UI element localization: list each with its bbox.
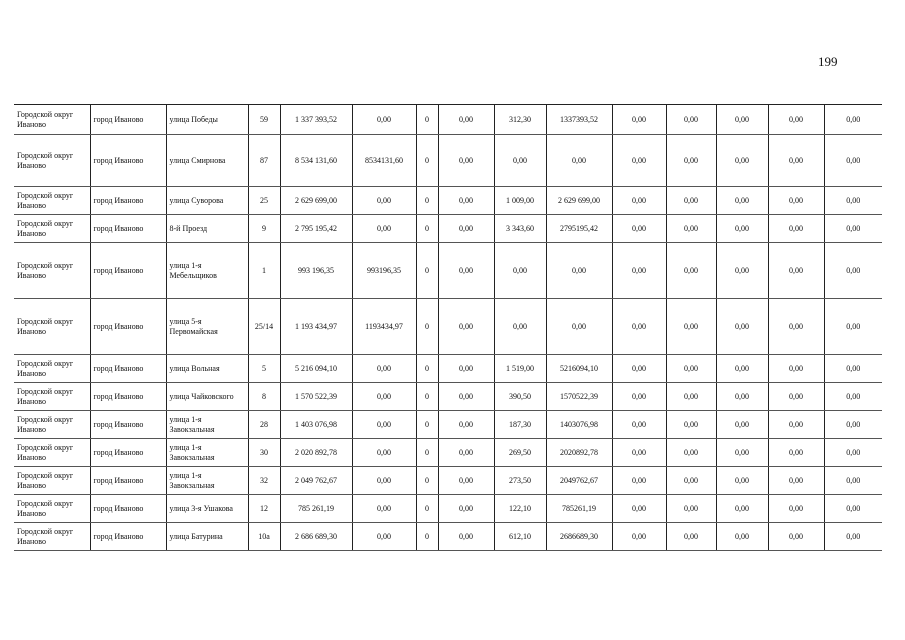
total-cost-cell: 2 629 699,00 [280,187,352,215]
cost-col-11-cell: 0,00 [612,439,666,467]
cost-col-13-cell: 0,00 [716,215,768,243]
street-cell: улица Вольная [166,355,248,383]
cost-col-6-cell: 0,00 [352,355,416,383]
cost-col-6-cell: 0,00 [352,187,416,215]
municipality-cell: Городской округ Иваново [14,105,90,135]
count-cell: 0 [416,135,438,187]
cost-col-10-cell: 0,00 [546,243,612,299]
settlement-cell: город Иваново [90,411,166,439]
municipality-cell: Городской округ Иваново [14,495,90,523]
total-cost-cell: 2 795 195,42 [280,215,352,243]
cost-col-14-cell: 0,00 [768,243,824,299]
cost-col-15-cell: 0,00 [824,243,882,299]
cost-col-15-cell: 0,00 [824,299,882,355]
settlement-cell: город Иваново [90,383,166,411]
count-cell: 0 [416,411,438,439]
total-cost-cell: 2 686 689,30 [280,523,352,551]
cost-col-11-cell: 0,00 [612,105,666,135]
settlement-cell: город Иваново [90,105,166,135]
area-cell: 1 009,00 [494,187,546,215]
house-number-cell: 25 [248,187,280,215]
municipality-cell: Городской округ Иваново [14,299,90,355]
table-row [14,215,882,243]
cost-col-15-cell: 0,00 [824,135,882,187]
total-cost-cell: 8 534 131,60 [280,135,352,187]
cost-col-14-cell: 0,00 [768,439,824,467]
cost-col-8-cell: 0,00 [438,135,494,187]
cost-col-11-cell: 0,00 [612,135,666,187]
cost-col-10-cell: 1337393,52 [546,105,612,135]
count-cell: 0 [416,105,438,135]
cost-col-11-cell: 0,00 [612,383,666,411]
cost-col-12-cell: 0,00 [666,383,716,411]
cost-col-13-cell: 0,00 [716,411,768,439]
settlement-cell: город Иваново [90,215,166,243]
cost-col-10-cell: 785261,19 [546,495,612,523]
cost-col-8-cell: 0,00 [438,523,494,551]
count-cell: 0 [416,243,438,299]
cost-col-12-cell: 0,00 [666,467,716,495]
total-cost-cell: 2 049 762,67 [280,467,352,495]
street-cell: улица Батурина [166,523,248,551]
municipality-cell: Городской округ Иваново [14,411,90,439]
cost-col-15-cell: 0,00 [824,355,882,383]
cost-col-12-cell: 0,00 [666,243,716,299]
house-number-cell: 59 [248,105,280,135]
total-cost-cell: 2 020 892,78 [280,439,352,467]
cost-col-10-cell: 0,00 [546,299,612,355]
settlement-cell: город Иваново [90,135,166,187]
area-cell: 1 519,00 [494,355,546,383]
settlement-cell: город Иваново [90,439,166,467]
table-row [14,187,882,215]
cost-col-6-cell: 0,00 [352,105,416,135]
street-cell: улица 1-я Завокзальная [166,467,248,495]
cost-col-12-cell: 0,00 [666,135,716,187]
cost-col-13-cell: 0,00 [716,439,768,467]
table-row [14,135,882,187]
page-number: 199 [818,54,838,69]
table-row [14,439,882,467]
table-row [14,495,882,523]
cost-col-8-cell: 0,00 [438,467,494,495]
cost-col-12-cell: 0,00 [666,355,716,383]
cost-col-13-cell: 0,00 [716,383,768,411]
count-cell: 0 [416,495,438,523]
street-cell: улица 5-я Первомайская [166,299,248,355]
settlement-cell: город Иваново [90,495,166,523]
cost-col-6-cell: 993196,35 [352,243,416,299]
municipality-cell: Городской округ Иваново [14,243,90,299]
cost-col-8-cell: 0,00 [438,105,494,135]
cost-col-13-cell: 0,00 [716,467,768,495]
total-cost-cell: 993 196,35 [280,243,352,299]
cost-col-8-cell: 0,00 [438,299,494,355]
cost-col-11-cell: 0,00 [612,523,666,551]
cost-col-14-cell: 0,00 [768,467,824,495]
cost-col-11-cell: 0,00 [612,411,666,439]
table-row [14,411,882,439]
cost-col-10-cell: 0,00 [546,135,612,187]
table-row [14,105,882,135]
street-cell: улица Смирнова [166,135,248,187]
cost-col-14-cell: 0,00 [768,495,824,523]
municipality-cell: Городской округ Иваново [14,135,90,187]
cost-col-10-cell: 2795195,42 [546,215,612,243]
cost-col-14-cell: 0,00 [768,135,824,187]
cost-col-12-cell: 0,00 [666,495,716,523]
cost-col-11-cell: 0,00 [612,495,666,523]
area-cell: 269,50 [494,439,546,467]
settlement-cell: город Иваново [90,243,166,299]
count-cell: 0 [416,523,438,551]
cost-col-8-cell: 0,00 [438,215,494,243]
street-cell: улица Чайковского [166,383,248,411]
cost-col-15-cell: 0,00 [824,467,882,495]
housing-repair-table [14,104,882,551]
cost-col-10-cell: 2049762,67 [546,467,612,495]
municipality-cell: Городской округ Иваново [14,467,90,495]
count-cell: 0 [416,439,438,467]
cost-col-10-cell: 1570522,39 [546,383,612,411]
cost-col-6-cell: 1193434,97 [352,299,416,355]
table-row [14,243,882,299]
cost-col-8-cell: 0,00 [438,383,494,411]
cost-col-14-cell: 0,00 [768,187,824,215]
cost-col-6-cell: 0,00 [352,439,416,467]
count-cell: 0 [416,355,438,383]
house-number-cell: 10а [248,523,280,551]
house-number-cell: 9 [248,215,280,243]
street-cell: улица Победы [166,105,248,135]
cost-col-14-cell: 0,00 [768,215,824,243]
area-cell: 390,50 [494,383,546,411]
cost-col-15-cell: 0,00 [824,215,882,243]
cost-col-14-cell: 0,00 [768,105,824,135]
cost-col-15-cell: 0,00 [824,187,882,215]
house-number-cell: 8 [248,383,280,411]
settlement-cell: город Иваново [90,187,166,215]
cost-col-10-cell: 5216094,10 [546,355,612,383]
municipality-cell: Городской округ Иваново [14,355,90,383]
area-cell: 612,10 [494,523,546,551]
cost-col-14-cell: 0,00 [768,383,824,411]
cost-col-13-cell: 0,00 [716,187,768,215]
cost-col-13-cell: 0,00 [716,299,768,355]
count-cell: 0 [416,299,438,355]
total-cost-cell: 1 570 522,39 [280,383,352,411]
street-cell: улица 1-я Завокзальная [166,411,248,439]
total-cost-cell: 785 261,19 [280,495,352,523]
area-cell: 0,00 [494,135,546,187]
house-number-cell: 32 [248,467,280,495]
house-number-cell: 12 [248,495,280,523]
cost-col-11-cell: 0,00 [612,299,666,355]
cost-col-8-cell: 0,00 [438,439,494,467]
area-cell: 122,10 [494,495,546,523]
cost-col-8-cell: 0,00 [438,187,494,215]
cost-col-11-cell: 0,00 [612,243,666,299]
street-cell: улица 1-я Завокзальная [166,439,248,467]
cost-col-15-cell: 0,00 [824,383,882,411]
municipality-cell: Городской округ Иваново [14,439,90,467]
cost-col-13-cell: 0,00 [716,495,768,523]
municipality-cell: Городской округ Иваново [14,523,90,551]
municipality-cell: Городской округ Иваново [14,187,90,215]
cost-col-11-cell: 0,00 [612,187,666,215]
cost-col-13-cell: 0,00 [716,105,768,135]
total-cost-cell: 1 337 393,52 [280,105,352,135]
cost-col-8-cell: 0,00 [438,495,494,523]
street-cell: улица Суворова [166,187,248,215]
cost-col-15-cell: 0,00 [824,523,882,551]
cost-col-12-cell: 0,00 [666,523,716,551]
cost-col-6-cell: 0,00 [352,495,416,523]
area-cell: 0,00 [494,299,546,355]
cost-col-13-cell: 0,00 [716,243,768,299]
street-cell: улица 1-я Мебельщиков [166,243,248,299]
table-row [14,523,882,551]
house-number-cell: 87 [248,135,280,187]
total-cost-cell: 5 216 094,10 [280,355,352,383]
cost-col-10-cell: 2686689,30 [546,523,612,551]
cost-col-13-cell: 0,00 [716,135,768,187]
total-cost-cell: 1 193 434,97 [280,299,352,355]
settlement-cell: город Иваново [90,299,166,355]
area-cell: 312,30 [494,105,546,135]
cost-col-12-cell: 0,00 [666,299,716,355]
cost-col-11-cell: 0,00 [612,467,666,495]
cost-col-11-cell: 0,00 [612,215,666,243]
cost-col-8-cell: 0,00 [438,243,494,299]
cost-col-15-cell: 0,00 [824,439,882,467]
cost-col-14-cell: 0,00 [768,411,824,439]
cost-col-15-cell: 0,00 [824,105,882,135]
house-number-cell: 5 [248,355,280,383]
count-cell: 0 [416,215,438,243]
table-row [14,383,882,411]
area-cell: 0,00 [494,243,546,299]
cost-col-10-cell: 1403076,98 [546,411,612,439]
cost-col-6-cell: 0,00 [352,215,416,243]
count-cell: 0 [416,467,438,495]
cost-col-6-cell: 0,00 [352,467,416,495]
cost-col-6-cell: 0,00 [352,411,416,439]
cost-col-6-cell: 0,00 [352,383,416,411]
settlement-cell: город Иваново [90,523,166,551]
cost-col-15-cell: 0,00 [824,495,882,523]
cost-col-12-cell: 0,00 [666,215,716,243]
municipality-cell: Городской округ Иваново [14,383,90,411]
cost-col-15-cell: 0,00 [824,411,882,439]
cost-col-13-cell: 0,00 [716,355,768,383]
area-cell: 3 343,60 [494,215,546,243]
cost-col-12-cell: 0,00 [666,105,716,135]
table-row [14,467,882,495]
count-cell: 0 [416,187,438,215]
cost-col-14-cell: 0,00 [768,299,824,355]
settlement-cell: город Иваново [90,355,166,383]
table-row [14,355,882,383]
cost-col-14-cell: 0,00 [768,355,824,383]
cost-col-10-cell: 2 629 699,00 [546,187,612,215]
cost-col-12-cell: 0,00 [666,411,716,439]
area-cell: 273,50 [494,467,546,495]
cost-col-12-cell: 0,00 [666,187,716,215]
count-cell: 0 [416,383,438,411]
cost-col-13-cell: 0,00 [716,523,768,551]
house-number-cell: 30 [248,439,280,467]
house-number-cell: 1 [248,243,280,299]
cost-col-8-cell: 0,00 [438,411,494,439]
cost-col-8-cell: 0,00 [438,355,494,383]
cost-col-11-cell: 0,00 [612,355,666,383]
cost-col-10-cell: 2020892,78 [546,439,612,467]
cost-col-6-cell: 8534131,60 [352,135,416,187]
street-cell: улица 3-я Ушакова [166,495,248,523]
table-body [14,105,882,551]
cost-col-6-cell: 0,00 [352,523,416,551]
street-cell: 8-й Проезд [166,215,248,243]
cost-col-12-cell: 0,00 [666,439,716,467]
municipality-cell: Городской округ Иваново [14,215,90,243]
settlement-cell: город Иваново [90,467,166,495]
house-number-cell: 25/14 [248,299,280,355]
area-cell: 187,30 [494,411,546,439]
house-number-cell: 28 [248,411,280,439]
cost-col-14-cell: 0,00 [768,523,824,551]
table-row [14,299,882,355]
total-cost-cell: 1 403 076,98 [280,411,352,439]
